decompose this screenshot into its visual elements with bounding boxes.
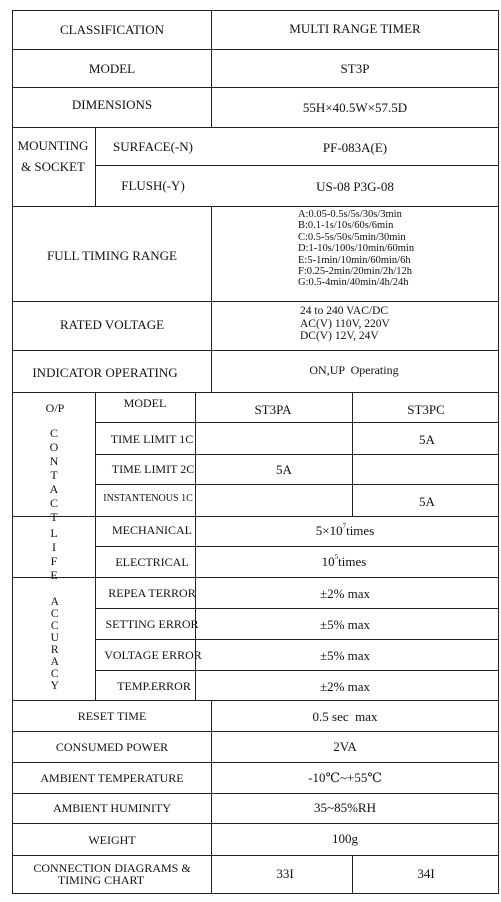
life-label: LIFE — [47, 526, 61, 582]
mounting-label: MOUNTING — [17, 138, 89, 153]
dimensions-label: DIMENSIONS — [71, 97, 153, 112]
rule — [95, 546, 499, 547]
ambient-temp-value: -10℃~+55℃ — [308, 770, 382, 785]
connection-st3pc-value: 34I — [417, 866, 435, 881]
voltage-line-1: 24 to 240 VAC/DC — [300, 305, 389, 317]
time-limit-1c-c: 5A — [419, 432, 435, 447]
voltage-line-3: DC(V) 12V, 24V — [300, 330, 379, 342]
voltage-error-value: ±5% max — [319, 648, 371, 663]
indicator-value: ON,UP Operating — [309, 363, 399, 377]
st3pc-header: ST3PC — [407, 402, 445, 417]
rule — [95, 639, 499, 640]
rule — [12, 206, 499, 207]
rule — [95, 127, 96, 206]
temp-error-label: TEMP.ERROR — [117, 679, 191, 693]
rule — [12, 516, 499, 517]
time-limit-2c-a: 5A — [276, 462, 292, 477]
weight-value: 100g — [332, 831, 358, 846]
timing-label: FULL TIMING RANGE — [47, 248, 177, 263]
rule — [12, 762, 499, 763]
power-value: 2VA — [333, 739, 357, 754]
mechanical-value — [316, 524, 375, 537]
model-label: MODEL — [88, 61, 136, 76]
classification-value: MULTI RANGE TIMER — [289, 21, 421, 36]
voltage-label: RATED VOLTAGE — [59, 317, 165, 332]
mechanical-base: 5×10 — [315, 523, 343, 538]
timing-range-f: F:0.25-2min/20min/2h/12h — [298, 266, 413, 278]
rule — [12, 893, 499, 894]
indicator-label: INDICATOR OPERATING — [32, 365, 178, 380]
voltage-error-label: VOLTAGE ERROR — [104, 648, 202, 662]
rule — [12, 823, 499, 824]
connection-label: CONNECTION DIAGRAMS & — [33, 861, 191, 875]
socket-label: & SOCKET — [21, 159, 85, 174]
timing-range-a: A:0.05-0.5s/5s/30s/3min — [298, 209, 402, 220]
rule — [12, 301, 499, 302]
output-model-label: MODEL — [123, 396, 167, 410]
rule — [498, 10, 499, 894]
dimensions-value: 55H×40.5W×57.5D — [302, 100, 408, 115]
surface-label: SURFACE(-N) — [113, 139, 193, 154]
timing-range-e: E:5-1min/10min/60min/6h — [298, 254, 411, 266]
electrical-exponent: 5 — [334, 553, 339, 561]
rule — [211, 206, 212, 392]
time-limit-2c-label: TIME LIMIT 2C — [111, 462, 195, 476]
rule — [352, 392, 353, 516]
rule — [12, 10, 499, 11]
mechanical-label: MECHANICAL — [112, 523, 192, 537]
humidity-value: 35~85%RH — [314, 800, 376, 815]
setting-error-value: ±5% max — [319, 617, 371, 632]
timing-range-g: G:0.5-4min/40min/4h/24h — [298, 277, 409, 289]
timing-range-b: B:0.1-1s/10s/60s/6min — [298, 220, 394, 232]
mechanical-exponent: 7 — [342, 522, 347, 530]
rule — [12, 392, 499, 393]
temp-error-value: ±2% max — [319, 679, 371, 694]
mechanical-unit: times — [346, 523, 375, 538]
surface-value: PF-083A(E) — [322, 140, 388, 155]
timing-range-d: D:1-10s/100s/10min/60min — [298, 243, 415, 255]
rule — [95, 454, 499, 455]
rule — [95, 392, 96, 700]
classification-label: CLASSIFICATION — [59, 22, 165, 37]
flush-label: FLUSH(-Y) — [121, 178, 185, 193]
repeat-error-value: ±2% max — [319, 586, 371, 601]
electrical-value — [322, 555, 367, 568]
rule — [95, 484, 499, 485]
rule — [12, 350, 499, 351]
instantenous-1c-c: 5A — [419, 494, 435, 509]
weight-label: WEIGHT — [88, 833, 136, 847]
rule — [12, 731, 499, 732]
rule — [95, 670, 499, 671]
rule — [95, 165, 499, 166]
timing-chart-label: TIMING CHART — [57, 873, 145, 887]
reset-label: RESET TIME — [77, 709, 147, 723]
timing-range-c: C:0.5-5s/50s/5min/30min — [298, 231, 406, 243]
rule — [12, 49, 499, 50]
model-value: ST3P — [340, 61, 370, 76]
rule — [12, 855, 499, 856]
humidity-label: AMBIENT HUMINITY — [52, 801, 172, 815]
flush-value: US-08 P3G-08 — [316, 179, 394, 194]
reset-value: 0.5 sec max — [312, 709, 378, 724]
rule — [12, 87, 499, 88]
rule — [352, 855, 353, 893]
instantenous-1c-label: INSTANTENOUS 1C — [103, 493, 193, 504]
electrical-unit: times — [338, 554, 367, 569]
rule — [12, 577, 499, 578]
ambient-temp-label: AMBIENT TEMPERATURE — [40, 771, 184, 785]
electrical-base: 10 — [321, 554, 335, 569]
rule — [12, 700, 499, 701]
voltage-values — [300, 305, 390, 343]
connection-st3pa-value: 33I — [276, 866, 294, 881]
contact-label: CONTACT — [47, 426, 61, 524]
accuracy-label: ACCURACY — [48, 596, 61, 692]
rule — [12, 10, 13, 894]
rule — [12, 793, 499, 794]
setting-error-label: SETTING ERROR — [105, 617, 199, 631]
time-limit-1c-label: TIME LIMIT 1C — [110, 432, 194, 446]
rule — [211, 10, 212, 127]
voltage-line-2: AC(V) 110V, 220V — [300, 317, 390, 330]
power-label: CONSUMED POWER — [55, 740, 169, 754]
rule — [95, 422, 499, 423]
timing-ranges — [298, 209, 414, 289]
rule — [95, 608, 499, 609]
op-label: O/P — [45, 401, 65, 415]
rule — [211, 700, 212, 894]
electrical-label: ELECTRICAL — [115, 555, 189, 569]
st3pa-header: ST3PA — [254, 402, 292, 417]
rule — [12, 127, 499, 128]
repeat-error-label: REPEA TERROR — [108, 586, 196, 600]
